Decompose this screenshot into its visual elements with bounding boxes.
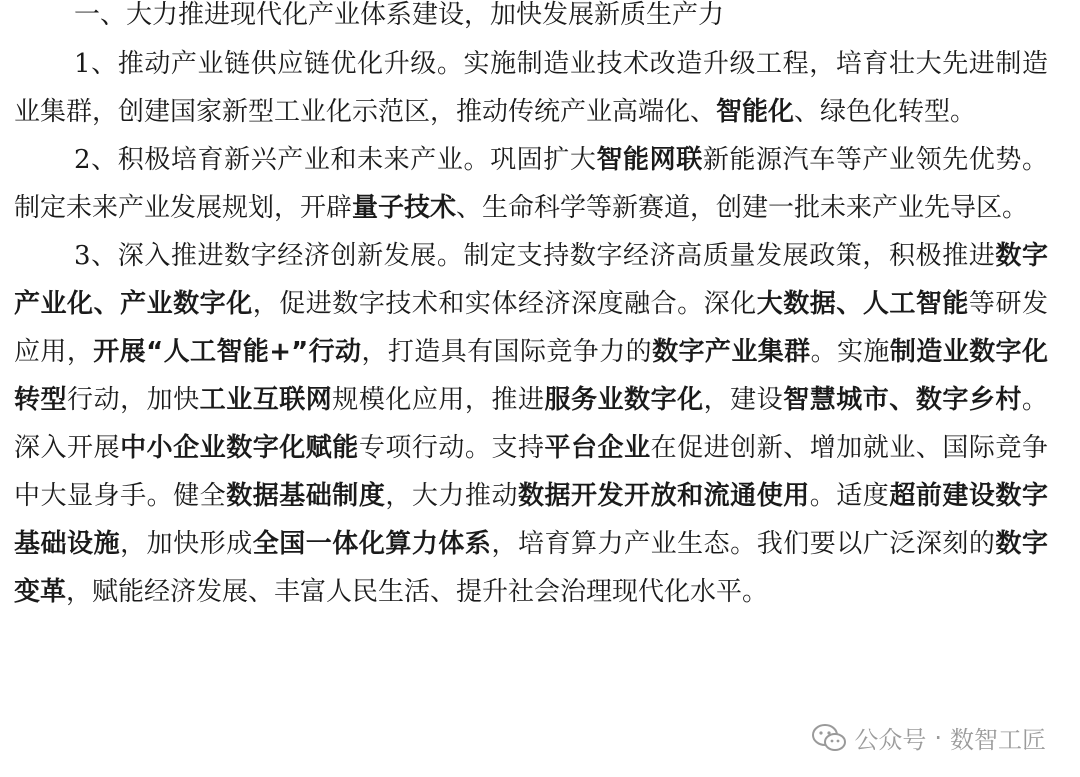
paragraph-text: 1、推动产业链供应链优化升级。实施制造业技术改造升级工程，培育壮大先进制造业集群，创建国家新型工业化示范区，推动传统产业高端化、: [14, 49, 1048, 127]
emphasized-term: 工业互联网: [199, 385, 333, 415]
emphasized-term: 超前建设数字基础设施: [14, 481, 1048, 559]
emphasized-term: 中小企业数字化赋能: [120, 433, 359, 463]
paragraph-text: 、生命科学等新赛道，创建一批未来产业先导区。: [456, 193, 1029, 223]
emphasized-term: 智能网联: [596, 145, 703, 175]
paragraph-text: ，培育算力产业生态。我们要以广泛深刻的: [491, 529, 996, 559]
paragraph-text: 等研发应用，: [14, 289, 1048, 367]
paragraph-text: 专项行动。支持: [358, 433, 545, 463]
emphasized-term: 数据开发开放和流通使用: [517, 481, 810, 511]
paragraph-text: ，促进数字技术和实体经济深度融合。深化: [252, 289, 757, 319]
watermark-label: 公众号: [854, 726, 927, 754]
paragraph-text: 新能源汽车等产业领先优势。制定未来产业发展规划，开辟: [14, 145, 1048, 223]
emphasized-term: 智能化: [716, 97, 795, 127]
paragraph-text: 在促进创新、增加就业、国际竞争中大显身手。健全: [14, 433, 1048, 511]
paragraph-2: [14, 136, 1048, 232]
paragraph-text: 。实施: [810, 337, 890, 367]
paragraph-text: 巩固扩大: [490, 145, 597, 175]
emphasized-term: 平台企业: [544, 433, 651, 463]
paragraph-text: 2、积极培育新兴产业和未来产业。: [74, 145, 491, 175]
emphasized-term: 数据基础制度: [226, 481, 386, 511]
emphasized-term: 量子技术: [352, 193, 457, 223]
emphasized-term: 智慧城市、数字乡村: [783, 385, 1022, 415]
wechat-icon: [812, 724, 846, 752]
paragraph-text: ，打造具有国际竞争力的: [361, 337, 653, 367]
paragraph-text: 规模化应用，推进: [332, 385, 545, 415]
paragraph-text: 、绿色化转型。: [794, 97, 977, 127]
emphasized-term: 制造业数字化转型: [14, 337, 1048, 415]
watermark-account: 数智工匠: [950, 726, 1046, 754]
emphasized-term: 大数据、人工智能: [756, 289, 969, 319]
watermark-separator: ·: [934, 723, 942, 752]
emphasized-term: 数字产业化、产业数字化: [14, 241, 1048, 319]
wechat-watermark: [812, 720, 1046, 755]
paragraph-text: ，赋能经济发展、丰富人民生活、提升社会治理现代化水平。: [66, 577, 769, 607]
paragraph-text: ，加快形成: [120, 529, 253, 559]
emphasized-term: 开展“人工智能+”行动: [93, 337, 362, 367]
paragraph-text: 3、深入推进数字经济创新发展。制定支持数字经济高质量发展政策，积极推进: [74, 241, 996, 271]
emphasized-term: 数字变革: [14, 529, 1048, 607]
paragraph-3: [14, 232, 1048, 616]
paragraph-1: [14, 40, 1048, 136]
emphasized-term: 数字产业集群: [652, 337, 811, 367]
section-heading: 一、大力推进现代化产业体系建设，加快发展新质生产力: [74, 0, 725, 30]
paragraph-text: 。适度: [809, 481, 890, 511]
emphasized-term: 服务业数字化: [544, 385, 704, 415]
document-body: [14, 0, 1048, 616]
paragraph-text: ，大力推动: [385, 481, 518, 511]
paragraph-text: ，建设: [703, 385, 784, 415]
paragraph-text: 。深入开展: [14, 385, 1048, 463]
paragraph-text: 行动，加快: [67, 385, 200, 415]
emphasized-term: 全国一体化算力体系: [252, 529, 492, 559]
